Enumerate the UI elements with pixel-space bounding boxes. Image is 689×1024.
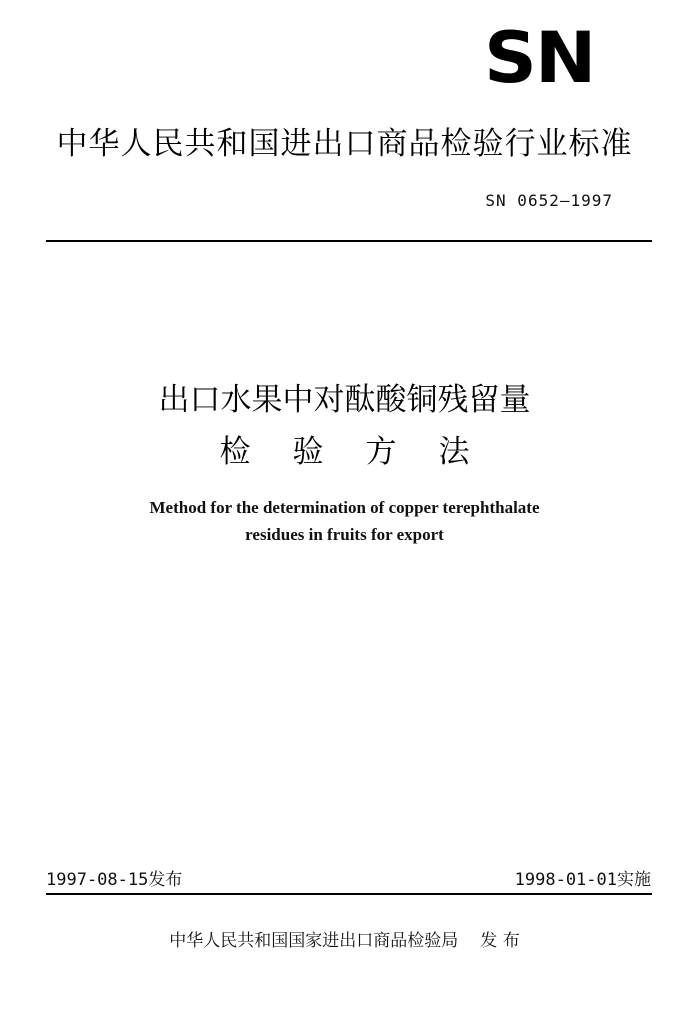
footer-divider (46, 893, 652, 895)
publish-label: 发 布 (480, 931, 520, 951)
title-english-line-1: Method for the determination of copper terephthalate (149, 498, 540, 517)
title-chinese-line-2: 检验方法 (219, 434, 512, 470)
issuing-authority-heading: 中华人民共和国进出口商品检验行业标准 (56, 126, 633, 162)
sn-logo: SN (484, 17, 595, 99)
header-divider (46, 240, 652, 242)
implementation-date: 1998-01-01实施 (514, 870, 651, 890)
issue-date: 1997-08-15发布 (46, 870, 183, 890)
publisher-name: 中华人民共和国国家进出口商品检验局 (169, 931, 459, 951)
title-chinese-line-1: 出口水果中对酞酸铜残留量 (158, 382, 531, 418)
publisher-line (0, 928, 689, 954)
title-english-line-2: residues in fruits for export (245, 525, 444, 544)
title-english (0, 494, 689, 548)
standard-number: SN 0652—1997 (485, 191, 613, 210)
